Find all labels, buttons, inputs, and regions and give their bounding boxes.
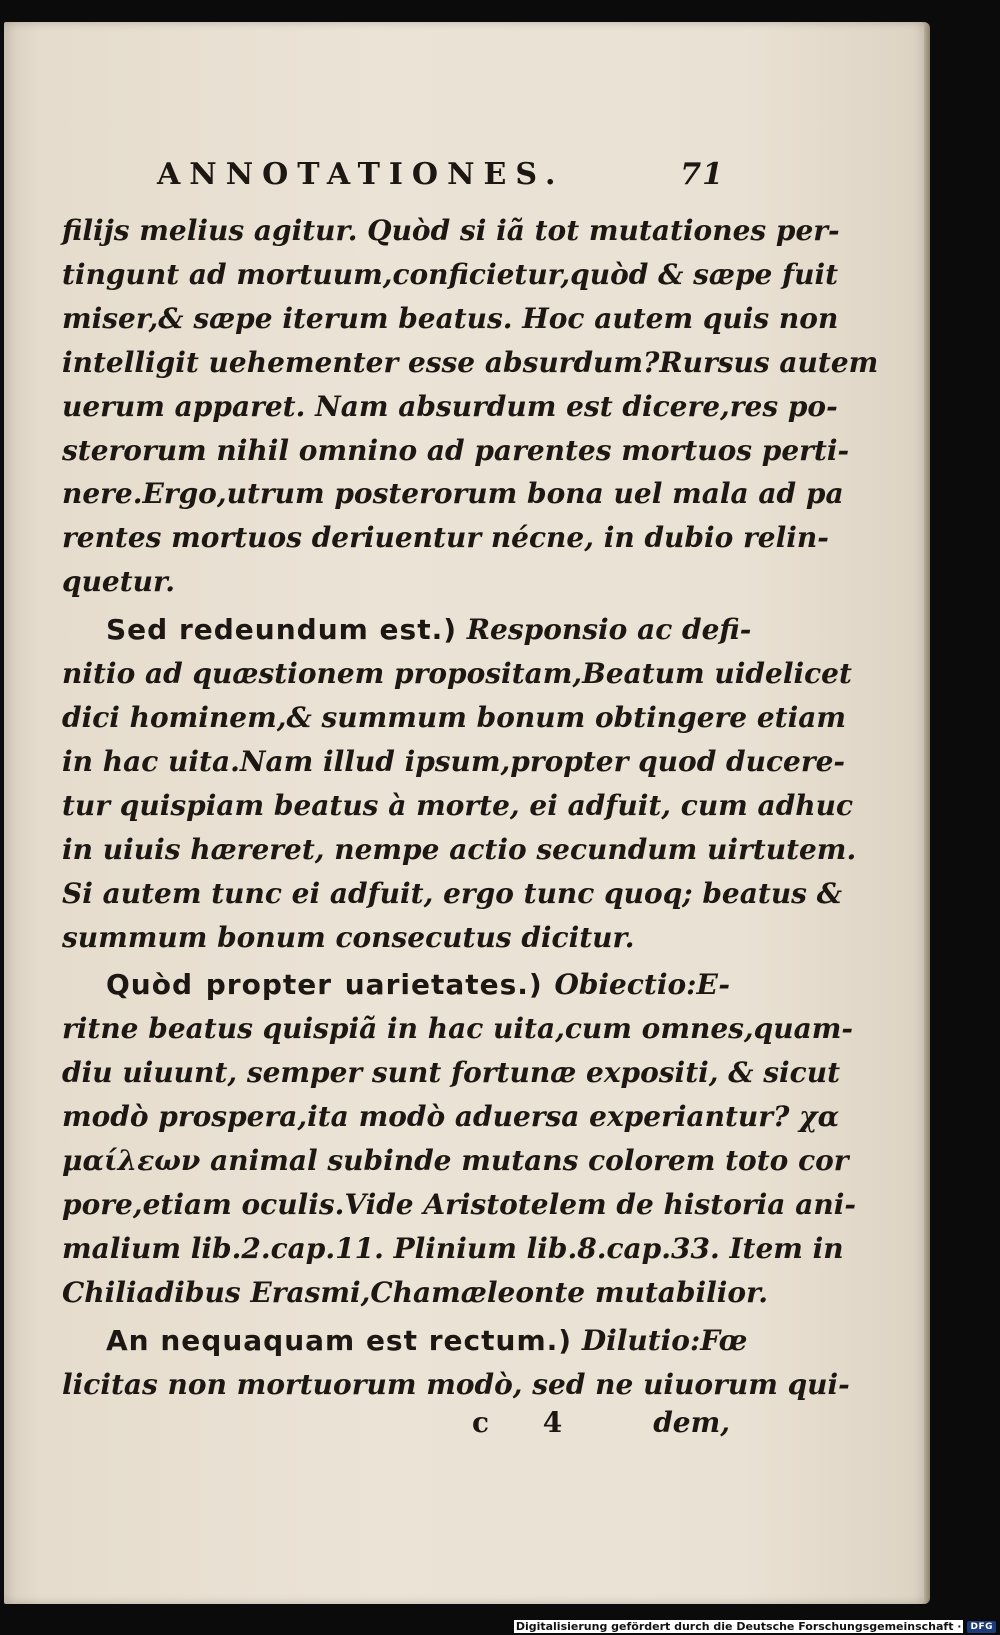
text-line: nere.Ergo,utrum posterorum bona uel mala ad pa — [62, 477, 844, 511]
lemma-commentary: Dilutio:Fœ — [581, 1323, 748, 1357]
lemma: An nequaquam est rectum.) — [106, 1323, 573, 1357]
folio-number: 71 — [680, 157, 724, 192]
footer-text: Digitalisierung gefördert durch die Deutsche Forschungsgemeinschaft · — [515, 1620, 962, 1633]
lemma: Sed redeundum est.) — [106, 613, 458, 647]
lemma-line — [62, 608, 752, 652]
text-line: intelligit uehementer esse absurdum?Rursus autem — [62, 345, 879, 379]
text-line: rentes mortuos deriuentur nécne, in dubio relin- — [62, 521, 829, 555]
book-page — [4, 22, 928, 1604]
text-line: Si autem tunc ei adfuit, ergo tunc quoq; beatus & — [62, 876, 842, 910]
running-header — [157, 157, 724, 209]
digitization-footer — [514, 1620, 996, 1633]
text-line: licitas non mortuorum modò, sed ne uiuorum qui- — [62, 1367, 850, 1401]
text-line: dici hominem,& summum bonum obtingere etiam — [62, 700, 847, 734]
text-line: ritne beatus quispiã in hac uita,cum omnes,quam- — [62, 1012, 853, 1046]
signature-line — [62, 1406, 730, 1450]
text-line: in uiuis hæreret, nempe actio secundum uirtutem. — [62, 832, 857, 866]
text-line: sterorum nihil omnino ad parentes mortuos perti- — [62, 433, 850, 467]
text-line: quetur. — [62, 565, 175, 599]
text-block — [62, 157, 879, 1450]
text-line: uerum apparet. Nam absurdum est dicere,res po- — [62, 389, 838, 423]
text-line: modò prospera,ita modò aduersa experiantur? χα — [62, 1100, 840, 1134]
text-line: in hac uita.Nam illud ipsum,propter quod ducere- — [62, 744, 846, 778]
text-line: filijs melius agitur. Quòd si iã tot mutationes per- — [62, 214, 840, 247]
text-line: tur quispiam beatus à morte, ei adfuit, cum adhuc — [62, 788, 854, 822]
lemma-commentary: Obiectio:E- — [554, 968, 730, 1002]
text-line: diu uiuunt, semper sunt fortunæ expositi, & sicut — [62, 1056, 841, 1090]
text-line: Chiliadibus Erasmi,Chamæleonte mutabilior. — [62, 1275, 769, 1309]
text-line: miser,& sæpe iterum beatus. Hoc autem quis non — [62, 301, 839, 335]
dfg-logo-icon: DFG — [967, 1621, 996, 1633]
lemma-line — [62, 963, 730, 1007]
text-line: μαίλεων animal subinde mutans colorem toto cor — [62, 1144, 849, 1178]
page-edge — [924, 22, 930, 1604]
paragraph-4 — [62, 1319, 850, 1407]
signature-mark: c 4 — [472, 1406, 585, 1440]
text-line: pore,etiam oculis.Vide Aristotelem de historia ani- — [62, 1187, 856, 1221]
paragraph-3 — [62, 963, 856, 1314]
lemma: Quòd propter uarietates.) — [106, 968, 543, 1002]
text-line: nitio ad quæstionem propositam,Beatum uidelicet — [62, 657, 852, 691]
text-line: malium lib.2.cap.11. Plinium lib.8.cap.33. Item in — [62, 1231, 844, 1265]
lemma-line — [62, 1319, 748, 1363]
text-line: tingunt ad mortuum,conficietur,quòd & sæpe fuit — [62, 257, 839, 291]
text-line: summum bonum consecutus dicitur. — [62, 920, 635, 954]
lemma-commentary: Responsio ac defi- — [466, 613, 752, 647]
running-head: ANNOTATIONES. — [157, 157, 565, 192]
paragraph-2 — [62, 608, 857, 959]
catchword: dem, — [653, 1406, 730, 1440]
paragraph-1 — [62, 209, 879, 604]
